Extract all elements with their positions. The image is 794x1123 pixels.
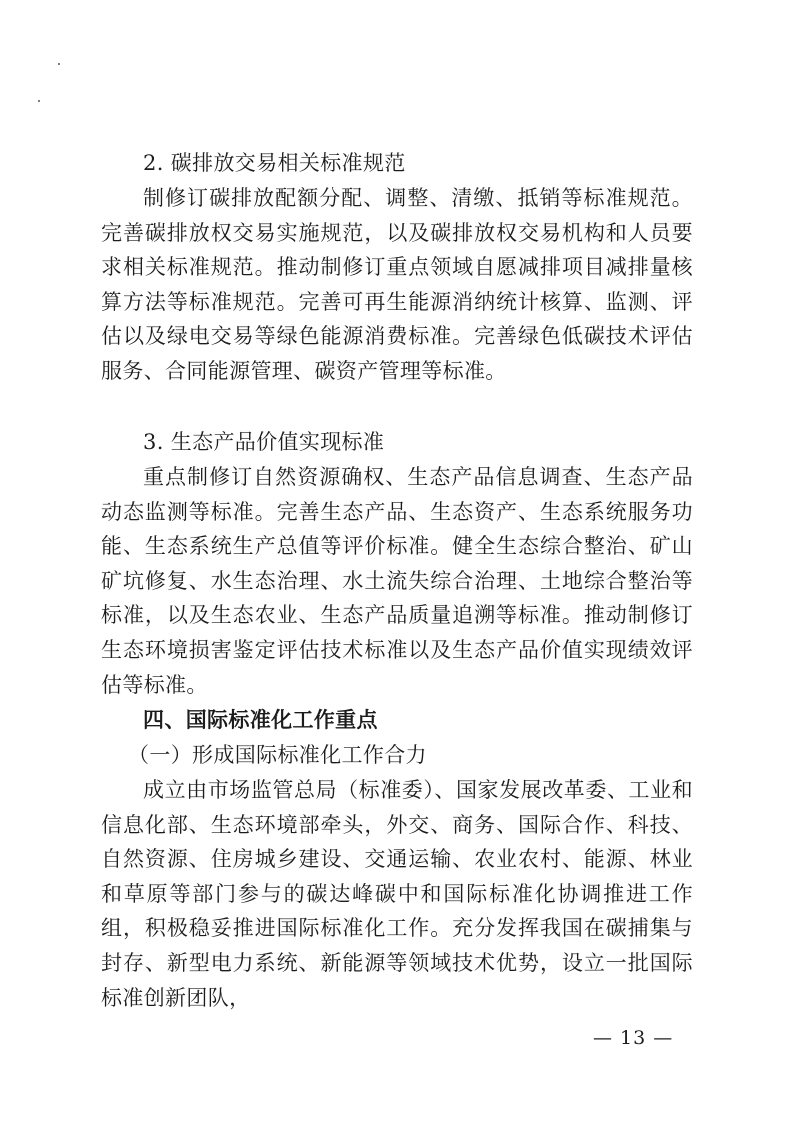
subsection-heading-4-1: （一）形成国际标准化工作合力 — [128, 743, 427, 767]
page-number: — 13 — — [593, 1027, 674, 1049]
section-heading-4: 四、国际标准化工作重点 — [143, 708, 378, 732]
paragraph-eco-products: 重点制修订自然资源确权、生态产品信息调查、生态产品动态监测等标准。完善生态产品、生态资产、生态系统服务功能、生态系统生产总值等评价标准。健全生态综合整治、矿山矿坑修复、水生态治理、水土流失综合治理、土地综合整治等标准，以及生态农业、生态产品质量追溯等标准。推动制修订生态环境损害鉴定评估技术标准以及生态产品价值实现绩效评估等标准。 — [101, 465, 693, 697]
section-heading-2: 2. 碳排放交易相关标准规范 — [143, 151, 406, 175]
scan-speck — [38, 100, 40, 102]
paragraph-international-standardization: 成立由市场监管总局（标准委）、国家发展改革委、工业和信息化部、生态环境部牵头，外交、商务、国际合作、科技、自然资源、住房城乡建设、交通运输、农业农村、能源、林业和草原等部门参与的碳达峰碳中和国际标准化协调推进工作组，积极稳妥推进国际标准化工作。充分发挥我国在碳捕集与封存、新型电力系统、新能源等领域技术优势，设立一批国际标准创新团队， — [101, 778, 693, 1010]
scan-speck — [58, 63, 60, 65]
paragraph-carbon-trading: 制修订碳排放配额分配、调整、清缴、抵销等标准规范。完善碳排放权交易实施规范，以及碳排放权交易机构和人员要求相关标准规范。推动制修订重点领域自愿减排项目减排量核算方法等标准规范。完善可再生能源消纳统计核算、监测、评估以及绿电交易等绿色能源消费标准。完善绿色低碳技术评估服务、合同能源管理、碳资产管理等标准。 — [101, 186, 693, 383]
section-heading-3: 3. 生态产品价值实现标准 — [143, 430, 385, 454]
